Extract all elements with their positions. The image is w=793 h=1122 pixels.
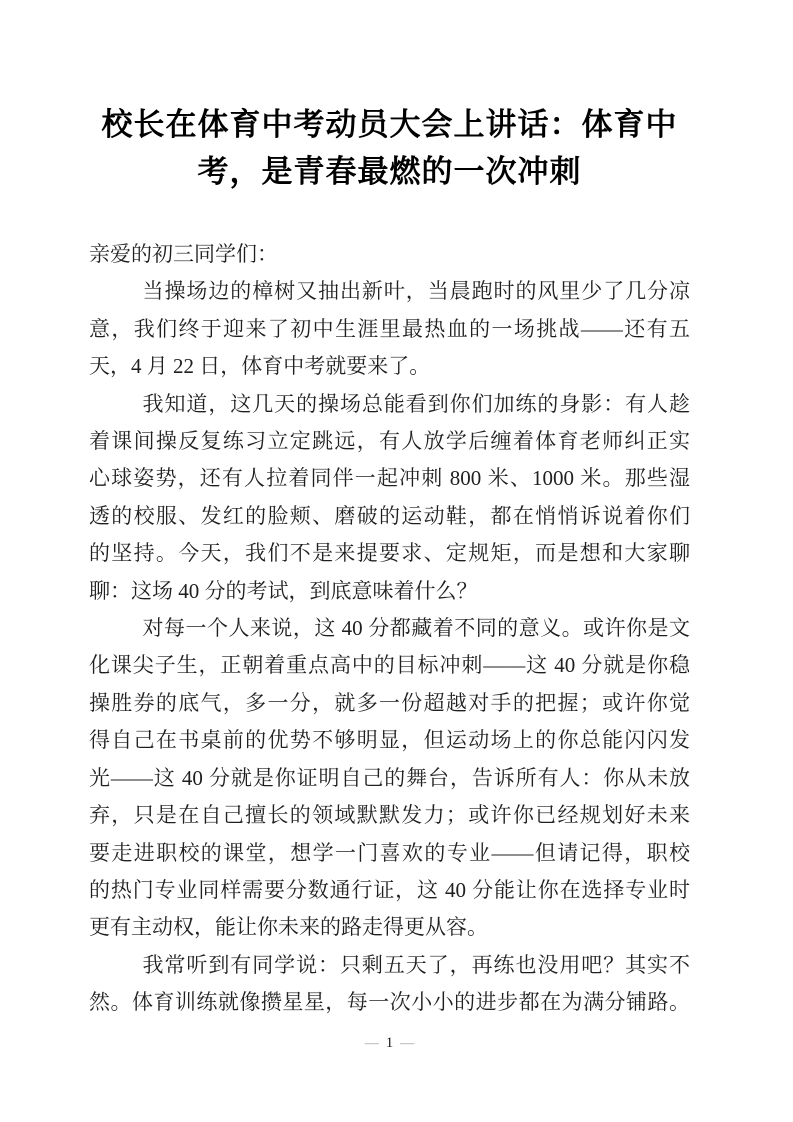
- document-body: [89, 236, 690, 1022]
- body-line: 光——这 40 分就是你证明自己的舞台，告诉所有人：你从未放: [89, 765, 690, 790]
- body-line: 亲爱的初三同学们：: [89, 242, 278, 266]
- body-line: 透的校服、发红的脸颊、磨破的运动鞋，都在悄悄诉说着你们: [89, 503, 690, 528]
- body-line: 聊：这场 40 分的考试，到底意味着什么？: [89, 578, 478, 603]
- document-title: [89, 101, 690, 195]
- body-line: 的热门专业同样需要分数通行证，这 40 分能让你在选择专业时: [89, 877, 690, 902]
- body-line: 化课尖子生，正朝着重点高中的目标冲刺——这 40 分就是你稳: [89, 653, 690, 678]
- body-line: 的坚持。今天，我们不是来提要求、定规矩，而是想和大家聊: [89, 541, 690, 566]
- body-line: 天，4 月 22 日，体育中考就要来了。: [89, 354, 431, 379]
- footer-dash-right: —: [400, 1036, 415, 1051]
- body-line: 对每一个人来说，这 40 分都藏着不同的意义。或许你是文: [142, 616, 690, 641]
- body-line: 心球姿势，还有人拉着同伴一起冲刺 800 米、1000 米。那些湿: [89, 466, 690, 491]
- title-line-2: 考，是青春最燃的一次冲刺: [197, 154, 582, 189]
- page-number: 1: [385, 1035, 394, 1051]
- body-line: 着课间操反复练习立定跳远，有人放学后缠着体育老师纠正实: [89, 429, 690, 454]
- body-line: 我常听到有同学说：只剩五天了，再练也没用吧？其实不: [142, 952, 690, 977]
- page-footer: [89, 1033, 690, 1054]
- body-line: 我知道，这几天的操场总能看到你们加练的身影：有人趁: [142, 391, 690, 416]
- body-line: 要走进职校的课堂，想学一门喜欢的专业——但请记得，职校: [89, 840, 690, 865]
- body-line: 意，我们终于迎来了初中生涯里最热血的一场挑战——还有五: [89, 316, 690, 341]
- body-line: 更有主动权，能让你未来的路走得更从容。: [89, 915, 488, 940]
- body-line: 然。体育训练就像攒星星，每一次小小的进步都在为满分铺路。: [89, 990, 690, 1015]
- title-line-1: 校长在体育中考动员大会上讲话：体育中: [101, 107, 678, 142]
- body-line: 得自己在书桌前的优势不够明显，但运动场上的你总能闪闪发: [89, 728, 690, 753]
- body-line: 弃，只是在自己擅长的领域默默发力；或许你已经规划好未来: [89, 803, 690, 828]
- body-line: 当操场边的樟树又抽出新叶，当晨跑时的风里少了几分凉: [142, 279, 690, 304]
- body-line: 操胜券的底气，多一分，就多一份超越对手的把握；或许你觉: [89, 690, 690, 715]
- footer-dash-left: —: [364, 1036, 379, 1051]
